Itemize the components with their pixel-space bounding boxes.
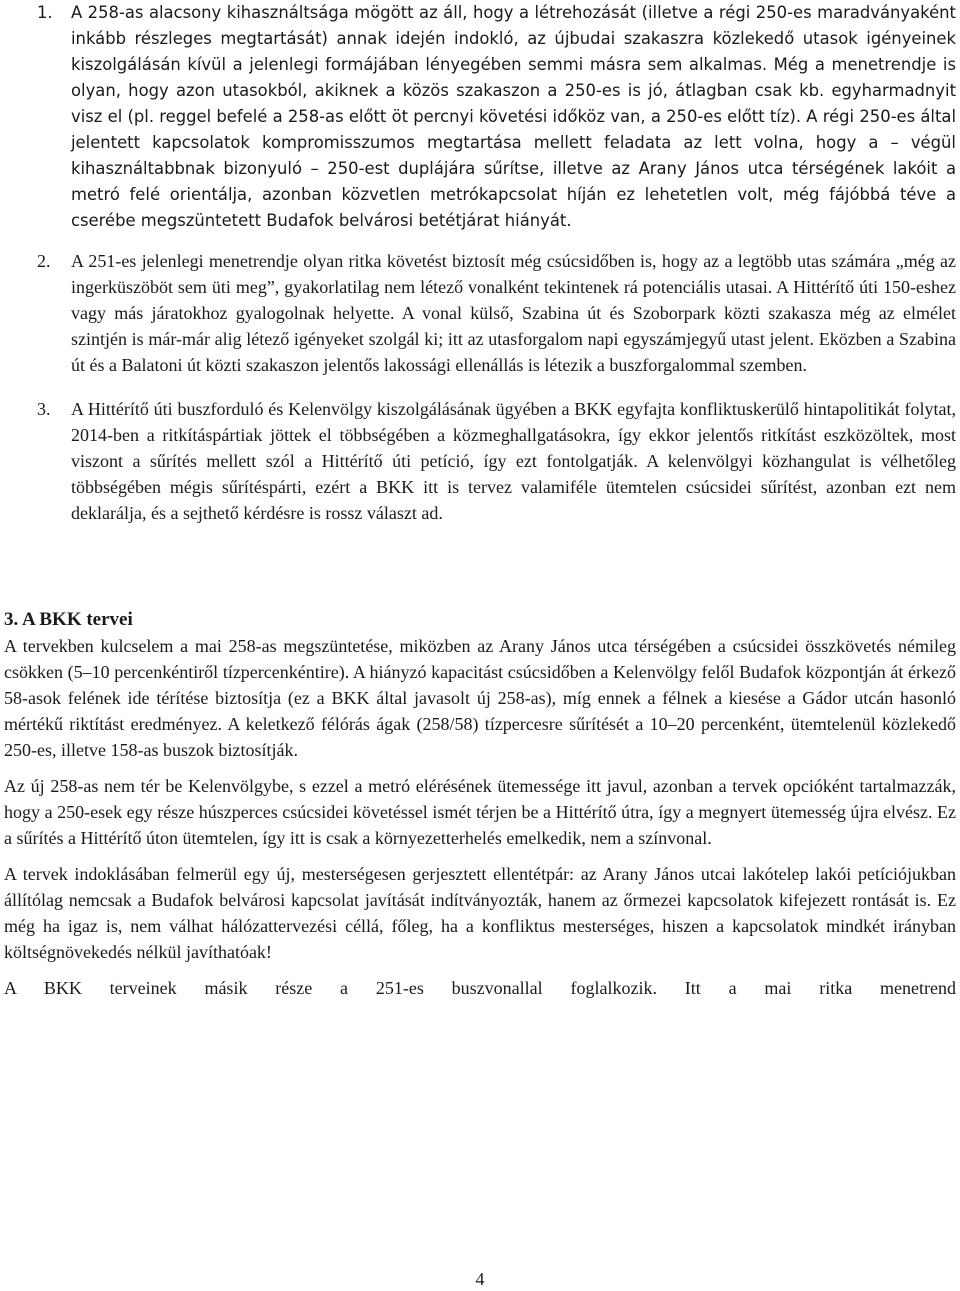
list-item xyxy=(4,0,956,234)
numbered-list xyxy=(4,0,956,526)
page-number: 4 xyxy=(475,1269,485,1289)
list-item-text: A 258-as alacsony kihasználtsága mögött az áll, hogy a létrehozását (illetve a régi 250-es maradványaként inkább részleges megtartását) annak idején indokló, az újbudai szakaszra közlekedő utasok igényeinek kiszolgálásán kívül a jelenlegi formájában lényegében semmi másra sem alkalmas. Még a menetrendje is olyan, hogy azon utasokból, akiknek a közös szakaszon a 250-es is jó, átlagban csak kb. egyharmadnyit visz el (pl. reggel befelé a 258-as előtt öt percnyi követési időköz van, a 250-es előtt tíz). A régi 250-es által jelentett kapcsolatok kompromisszumos megtartása mellett feladata az lett volna, hogy a – végül kihasználtabbnak bizonyuló – 250-est duplájára sűrítse, illetve az Arany János utca térségének lakóit a metró felé orientálja, azonban közvetlen metrókapcsolat híján ez lehetetlen volt, még fájóbbá téve a cserébe megszüntetett Budafok belvárosi betétjárat hiányát. xyxy=(71,3,956,230)
list-item-number: 3. xyxy=(37,399,51,419)
list-item-number: 2. xyxy=(37,251,51,271)
list-item-text: A 251-es jelenlegi menetrendje olyan ritka követést biztosít még csúcsidőben is, hogy az a legtöbb utas számára „még az ingerküszöböt sem üti meg”, gyakorlatilag nem létező vonalként tekintenek rá potenciális utasai. A Hittérítő úti 150-eshez vagy más járatokhoz gyalogolnak helyette. A vonal külső, Szabina út és Szoborpark közti szakasza még az elmélet szintjén is már-már alig létező igényeket szolgál ki; itt az utasforgalom napi egyszámjegyű utast jelent. Eközben a Szabina út és a Balatoni út közti szakaszon jelentős lakossági ellenállás is létezik a buszforgalommal szemben. xyxy=(71,251,956,375)
section-heading: 3. A BKK tervei xyxy=(4,609,133,630)
list-item xyxy=(4,248,956,378)
list-item-number: 1. xyxy=(37,3,53,22)
list-item-text: A Hittérítő úti buszforduló és Kelenvölgy kiszolgálásának ügyében a BKK egyfajta konfliktuskerülő hintapolitikát folytat, 2014-ben a ritkításpártiak jöttek el többségében a közmeghallgatásokra, így ekkor jelentős ritkítást eszközöltek, most viszont a sűrítés mellett szól a Hittérítő úti petíció, így ezt fontolgatják. A kelenvölgyi közhangulat is vélhetőleg többségében mégis sűrítéspárti, ezért a BKK itt is tervez valamiféle ütemtelen csúcsidei sűrítést, azonban ezt nem deklarálja, és a sejthető kérdésre is rossz választ ad. xyxy=(71,399,956,523)
body-paragraph: A tervek indoklásában felmerül egy új, mesterségesen gerjesztett ellentétpár: az Arany János utcai lakótelep lakói petíciójukban állítólag nemcsak a Budafok belvárosi kapcsolat javítását indítványozták, hanem az őrmezei kapcsolatok kifejezett rontását is. Ez még ha igaz is, nem válhat hálózattervezési céllá, főleg, ha a konfliktus mesterséges, hiszen a kapcsolatok mindkét irányban költségnövekedés nélkül javíthatóak! xyxy=(4,864,956,962)
body-paragraph: A tervekben kulcselem a mai 258-as megszüntetése, miközben az Arany János utca térségében a csúcsidei összkövetés némileg csökken (5–10 percenkéntiről tízpercenkéntire). A hiányzó kapacitást csúcsidőben a Kelenvölgy felől Budafok központján át érkező 58-asok felének ide térítése biztosítja (ez a BKK által javasolt új 258-as), míg ennek a félnek a kiesése a Gádor utcán hasonló mértékű riktítást eredményez. A keletkező félórás ágak (258/58) tízpercesre sűrítését a 10–20 percenként, ütemtelenül közlekedő 250-es, illetve 158-as buszok biztosítják. xyxy=(4,636,956,760)
body-paragraph: Az új 258-as nem tér be Kelenvölgybe, s ezzel a metró elérésének ütemessége itt javul, azonban a tervek opcióként tartalmazzák, hogy a 250-esek egy része húszperces csúcsidei követéssel ismét térjen be a Hittérítő útra, így a megnyert ütemesség újra elvész. Ez a sűrítés a Hittérítő úton ütemtelen, így itt is csak a környezetterhelés emelkedik, nem a színvonal. xyxy=(4,776,956,848)
list-item xyxy=(4,396,956,526)
document-page xyxy=(4,0,956,1001)
body-paragraph: A BKK terveinek másik része a 251-es buszvonallal foglalkozik. Itt a mai ritka menetrend xyxy=(4,978,956,998)
